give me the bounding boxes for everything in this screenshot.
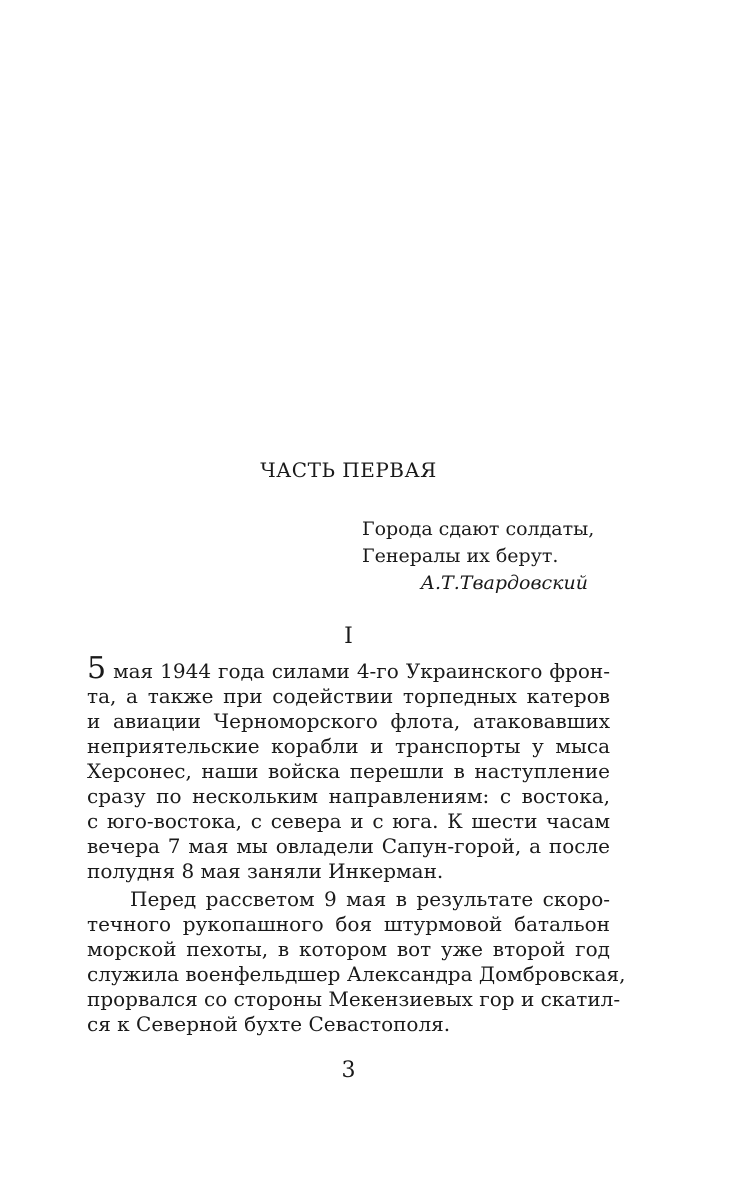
paragraph-line: вечера 7 мая мы овладели Сапун-горой, а после (87, 834, 610, 858)
part-title: ЧАСТЬ ПЕРВАЯ (260, 458, 437, 482)
paragraph-line (87, 651, 610, 686)
paragraph-line: с юго-востока, с севера и с юга. К шести часам (87, 809, 610, 833)
paragraph-line: сразу по нескольким направлениям: с востока, (87, 784, 610, 808)
paragraph-line: служила военфельдшер Александра Домбровская, (87, 962, 626, 986)
paragraph-line: и авиации Черноморского флота, атаковавших (87, 709, 610, 733)
paragraph-line: прорвался со стороны Мекензиевых гор и скатил- (87, 987, 621, 1011)
page-number: 3 (341, 1058, 356, 1083)
drop-cap: 5 (87, 651, 107, 686)
paragraph-line-text: мая 1944 года силами 4-го Украинского фрон- (106, 659, 610, 683)
paragraph-line: Перед рассветом 9 мая в результате скоро- (130, 887, 610, 911)
chapter-number: I (344, 624, 353, 649)
paragraph-line: неприятельские корабли и транспорты у мыса (87, 734, 610, 758)
paragraph-line: полудня 8 мая заняли Инкерман. (87, 859, 444, 883)
paragraph-line: морской пехоты, в котором вот уже второй год (87, 937, 610, 961)
epigraph (362, 516, 622, 597)
epigraph-author: А.Т.Твардовский (420, 572, 588, 594)
epigraph-line: Города сдают солдаты, (362, 518, 595, 540)
paragraph-line: та, а также при содействии торпедных катеров (87, 684, 610, 708)
epigraph-line: Генералы их берут. (362, 545, 559, 567)
paragraph-line: ся к Северной бухте Севастополя. (87, 1012, 451, 1036)
chapter-text (87, 651, 626, 1037)
paragraph-line: течного рукопашного боя штурмовой батальон (87, 912, 610, 936)
paragraph-line: Херсонес, наши войска перешли в наступление (87, 759, 610, 783)
